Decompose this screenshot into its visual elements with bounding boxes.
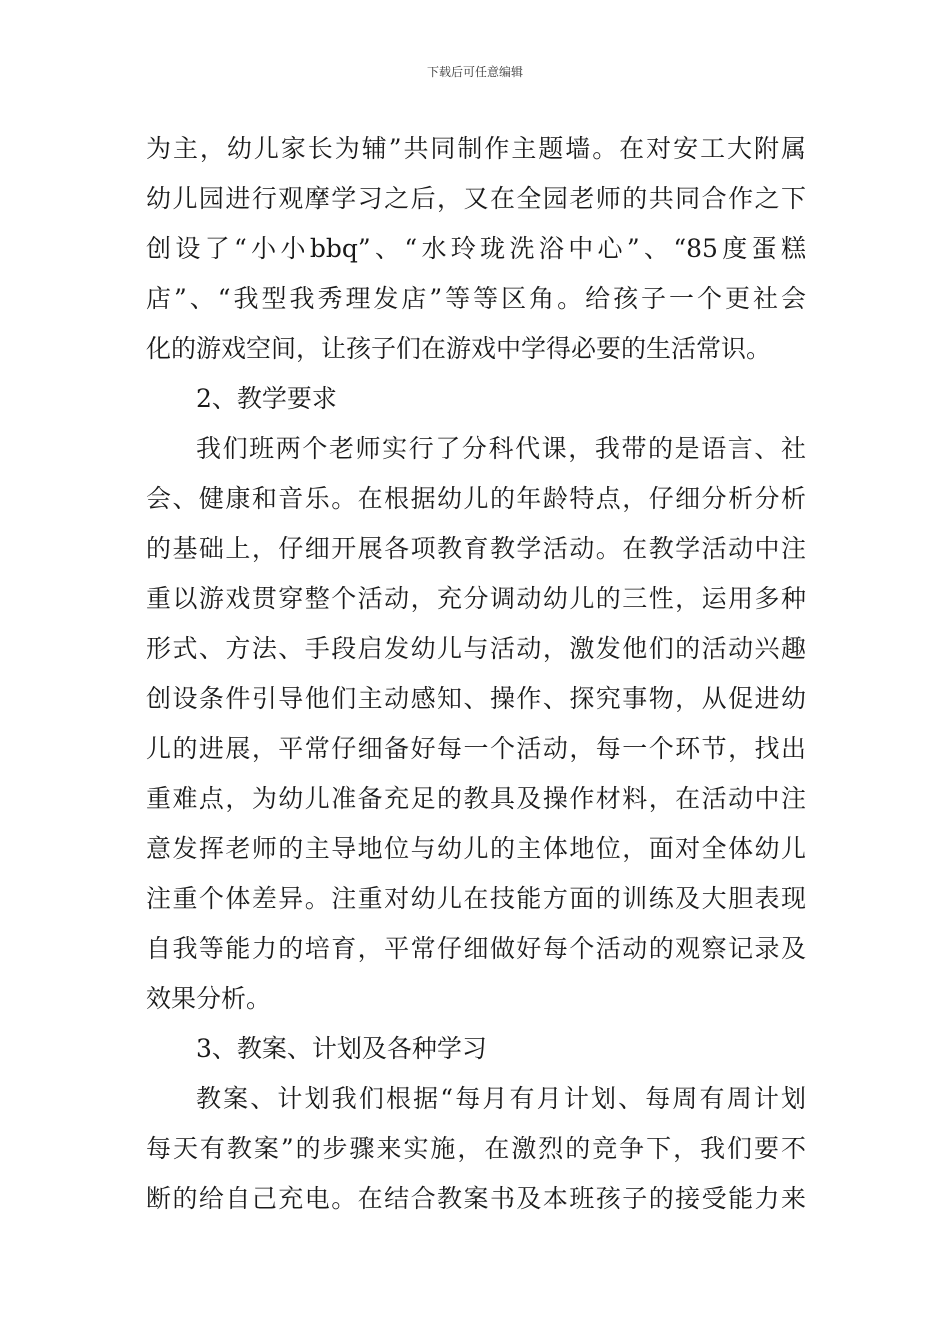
text-line: 儿的进展，平常仔细备好每一个活动，每一个环节，找出: [146, 734, 806, 763]
text-line: 断的给自己充电。在结合教案书及本班孩子的接受能力来: [146, 1184, 806, 1213]
text-line: 意发挥老师的主导地位与幼儿的主体地位，面对全体幼儿: [146, 834, 806, 863]
section-heading: 3、教案、计划及各种学习: [196, 1034, 487, 1063]
text-line: 化的游戏空间，让孩子们在游戏中学得必要的生活常识。: [146, 334, 772, 363]
text-line: 注重个体差异。注重对幼儿在技能方面的训练及大胆表现: [146, 884, 806, 913]
section-heading: 2、教学要求: [196, 384, 337, 413]
paragraph-first-line: 教案、计划我们根据“每月有月计划、每周有周计划: [196, 1084, 806, 1113]
page-header-note: 下载后可任意编辑: [426, 65, 523, 79]
paragraph-first-line: 我们班两个老师实行了分科代课，我带的是语言、社: [196, 434, 806, 463]
text-line: 创设了“小小bbq”、“水玲珑洗浴中心”、“85度蛋糕: [146, 234, 806, 263]
text-line: 创设条件引导他们主动感知、操作、探究事物，从促进幼: [146, 684, 806, 713]
document-body: [146, 124, 806, 1224]
text-line: 效果分析。: [146, 984, 272, 1013]
text-line: 重以游戏贯穿整个活动，充分调动幼儿的三性，运用多种: [146, 584, 806, 613]
text-line: 幼儿园进行观摩学习之后，又在全园老师的共同合作之下: [146, 184, 806, 213]
text-line: 每天有教案”的步骤来实施，在激烈的竞争下，我们要不: [146, 1134, 806, 1163]
text-line: 店”、“我型我秀理发店”等等区角。给孩子一个更社会: [146, 284, 806, 313]
text-line: 为主，幼儿家长为辅”共同制作主题墙。在对安工大附属: [146, 134, 806, 163]
text-line: 形式、方法、手段启发幼儿与活动，激发他们的活动兴趣: [146, 634, 806, 663]
text-line: 重难点，为幼儿准备充足的教具及操作材料，在活动中注: [146, 784, 806, 813]
text-line: 的基础上，仔细开展各项教育教学活动。在教学活动中注: [146, 534, 806, 563]
text-line: 自我等能力的培育，平常仔细做好每个活动的观察记录及: [146, 934, 806, 963]
text-line: 会、健康和音乐。在根据幼儿的年龄特点，仔细分析分析: [146, 484, 806, 513]
